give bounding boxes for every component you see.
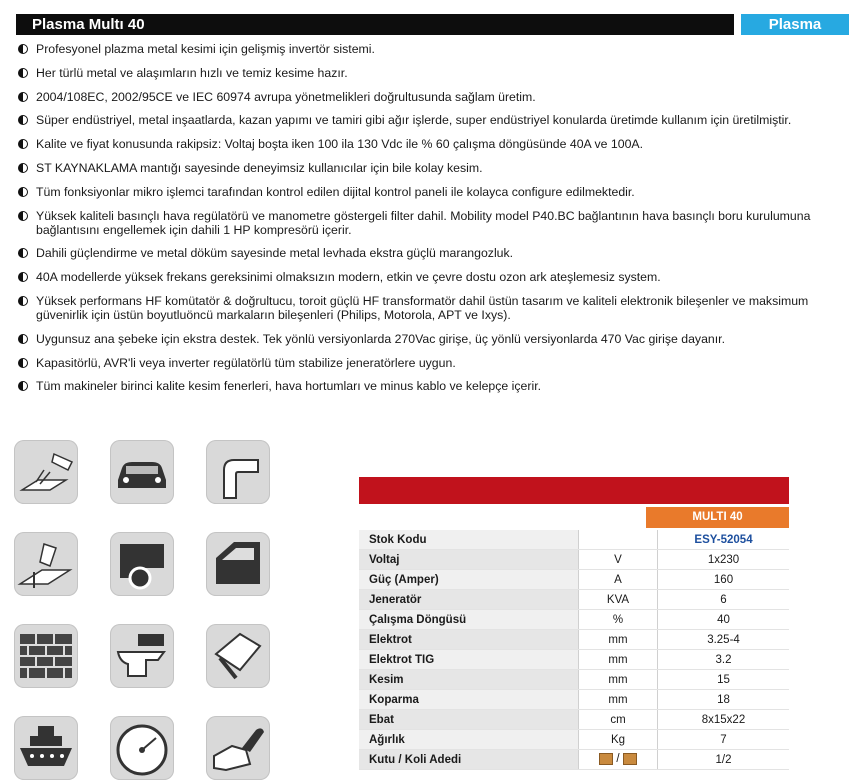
bullet-icon (18, 139, 28, 149)
table-row: Stok Kodu ESY-52054 (359, 530, 789, 550)
table-row: Koparma mm 18 (359, 690, 789, 710)
bullet-icon (18, 44, 28, 54)
table-row: Elektrot mm 3.25-4 (359, 630, 789, 650)
feature-list (18, 42, 853, 403)
list-item: ST KAYNAKLAMA mantığı sayesinde deneyimsiz kullanıcılar için bile kolay kesim. (18, 161, 853, 175)
table-row: Elektrot TIG mm 3.2 (359, 650, 789, 670)
carton-icon (623, 753, 637, 765)
list-item: Dahili güçlendirme ve metal döküm sayesinde metal levhada ekstra güçlü marangozluk. (18, 246, 853, 260)
table-row: Ebat cm 8x15x22 (359, 710, 789, 730)
bullet-icon (18, 211, 28, 221)
list-item: Yüksek kaliteli basınçlı hava regülatörü ve manometre göstergeli filter dahil. Mobility model P40.BC bağlantının hava basınçlı boru kurulumuna bağlantısını engellemek için dahili 1 HP kompresörü içerir. (18, 209, 853, 237)
list-item: Tüm fonksiyonlar mikro işlemci tarafından kontrol edilen dijital kontrol paneli ile kolayca configure edilmektedir. (18, 185, 853, 199)
pipe-elbow-icon (206, 440, 270, 504)
bullet-icon (18, 358, 28, 368)
table-row: Jeneratör KVA 6 (359, 590, 789, 610)
car-door-icon (206, 532, 270, 596)
sheet-bending-icon (206, 624, 270, 688)
bullet-icon (18, 272, 28, 282)
torch-cutting-icon (14, 532, 78, 596)
list-item: Tüm makineler birinci kalite kesim fenerleri, hava hortumları ve minus kablo ve kelepçe içerir. (18, 379, 853, 393)
box-icon (599, 753, 613, 765)
table-row: Kutu / Koli Adedi / 1/2 (359, 750, 789, 770)
list-item: 40A modellerde yüksek frekans gereksinimi olmaksızın modern, etkin ve çevre dostu ozon ark ateşlemesiz system. (18, 270, 853, 284)
bullet-icon (18, 115, 28, 125)
table-row: Voltaj V 1x230 (359, 550, 789, 570)
car-body-icon (110, 532, 174, 596)
bullet-icon (18, 296, 28, 306)
list-item: Her türlü metal ve alaşımların hızlı ve temiz kesime hazır. (18, 66, 853, 80)
product-title: Plasma Multı 40 (16, 14, 734, 35)
table-row: Ağırlık Kg 7 (359, 730, 789, 750)
bullet-icon (18, 381, 28, 391)
bullet-icon (18, 248, 28, 258)
list-item: Kapasitörlü, AVR'li veya inverter regülatörlü tüm stabilize jeneratörlere uygun. (18, 356, 853, 370)
spec-rows (359, 530, 789, 770)
list-item: Süper endüstriyel, metal inşaatlarda, kazan yapımı ve tamiri gibi ağır işlerde, super endüstriyel konularda üretimde kullanım için üretilmiştir. (18, 113, 853, 127)
model-name: MULTI 40 (646, 507, 789, 528)
list-item: Uygunsuz ana şebeke için ekstra destek. Tek yönlü versiyonlarda 270Vac girişe, üç yönlü versiyonlarda 470 Vac girişe dayanır. (18, 332, 853, 346)
list-item: Yüksek performans HF komütatör & doğrultucu, toroit güçlü HF transformatör dahil üstün tasarım ve kaliteli elektronik bileşenler ve maksimum güvenirlik için üstün boyutluöncü markaların bileşenleri (Philips, Motorola, APT ve Ixys). (18, 294, 853, 322)
list-item: 2004/108EC, 2002/95CE ve IEC 60974 avrupa yönetmelikleri doğrultusunda sağlam üretim. (18, 90, 853, 104)
list-item: Kalite ve fiyat konusunda rakipsiz: Voltaj boşta iken 100 ila 130 Vdc ile % 60 çalışma döngüsünde 40A ve 100A. (18, 137, 853, 151)
ship-icon (14, 716, 78, 780)
brick-wall-icon (14, 624, 78, 688)
table-header-band (359, 477, 789, 504)
gauge-icon (110, 716, 174, 780)
bullet-icon (18, 68, 28, 78)
anvil-vise-icon (110, 624, 174, 688)
car-icon (110, 440, 174, 504)
hand-wrench-icon (206, 716, 270, 780)
table-row: Kesim mm 15 (359, 670, 789, 690)
table-row: Çalışma Döngüsü % 40 (359, 610, 789, 630)
cutting-sheet-icon (14, 440, 78, 504)
bullet-icon (18, 334, 28, 344)
bullet-icon (18, 163, 28, 173)
table-row: Güç (Amper) A 160 (359, 570, 789, 590)
list-item: Profesyonel plazma metal kesimi için gelişmiş invertör sistemi. (18, 42, 853, 56)
category-badge: Plasma (741, 14, 849, 35)
bullet-icon (18, 92, 28, 102)
bullet-icon (18, 187, 28, 197)
